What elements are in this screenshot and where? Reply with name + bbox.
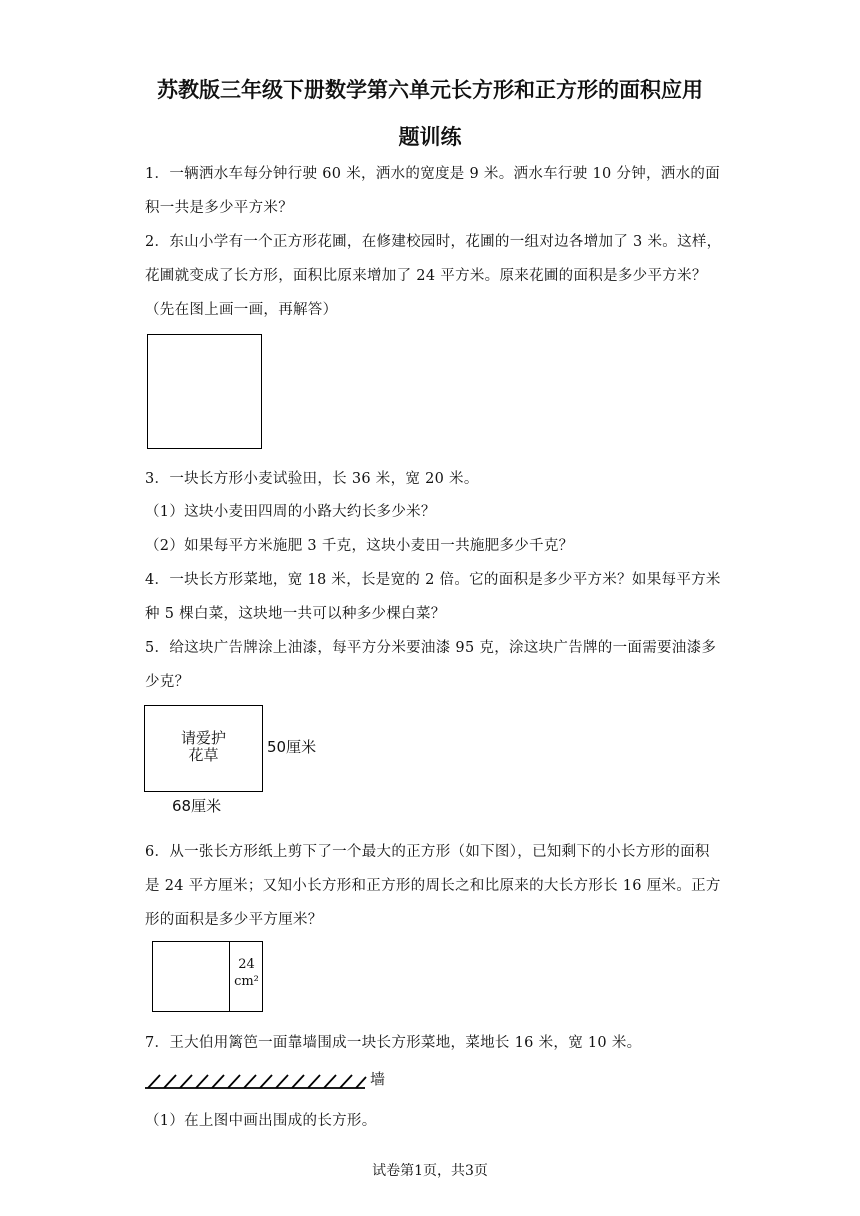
cut-divider-line	[229, 942, 230, 1011]
billboard-figure	[144, 705, 263, 792]
wall-hatch-figure	[140, 1068, 370, 1092]
q2-line2: 花圃就变成了长方形，面积比原来增加了 24 平方米。原来花圃的面积是多少平方米？	[145, 268, 707, 284]
q6-line1: 6．从一张长方形纸上剪下了一个最大的正方形（如下图），已知剩下的小长方形的面积	[145, 844, 710, 860]
q2-line3: （先在图上画一画，再解答）	[145, 302, 338, 318]
q6-line2: 是 24 平方厘米；又知小长方形和正方形的周长之和比原来的大长方形长 16 厘米。正方	[145, 878, 721, 894]
rectangle-paper-figure	[152, 941, 263, 1012]
wall-label: 墙	[370, 1070, 386, 1088]
billboard-text-line1: 请爱护	[180, 729, 226, 747]
small-rect-area-value: 24	[238, 957, 255, 972]
q3-sub2: （2）如果每平方米施肥 3 千克，这块小麦田一共施肥多少千克？	[145, 538, 574, 554]
billboard-height-label: 50厘米	[267, 738, 317, 756]
page-footer: 试卷第1页，共3页	[372, 1163, 488, 1179]
q3-sub1: （1）这块小麦田四周的小路大约长多少米？	[145, 504, 436, 520]
page-title-line1: 苏教版三年级下册数学第六单元长方形和正方形的面积应用	[157, 78, 703, 102]
q1-line2: 积一共是多少平方米？	[145, 200, 293, 216]
q1-line1: 1．一辆洒水车每分钟行驶 60 米，洒水的宽度是 9 米。洒水车行驶 10 分钟，洒水的面	[145, 166, 721, 182]
q3-line1: 3．一块长方形小麦试验田，长 36 米，宽 20 米。	[145, 471, 479, 487]
billboard-text-line2: 花草	[188, 746, 219, 764]
small-rect-area-unit: cm²	[234, 974, 259, 989]
q5-line2: 少克？	[145, 674, 190, 690]
q4-line2: 种 5 棵白菜，这块地一共可以种多少棵白菜？	[145, 606, 446, 622]
page-title-line2: 题训练	[398, 125, 462, 149]
q7-sub1: （1）在上图中画出围成的长方形。	[145, 1113, 377, 1129]
billboard-width-label: 68厘米	[172, 797, 222, 815]
q6-line3: 形的面积是多少平方厘米？	[145, 912, 323, 928]
q4-line1: 4．一块长方形菜地，宽 18 米，长是宽的 2 倍。它的面积是多少平方米？如果每平方米	[145, 572, 721, 588]
q5-line1: 5．给这块广告牌涂上油漆，每平方分米要油漆 95 克，涂这块广告牌的一面需要油漆多	[145, 640, 717, 656]
q7-line1: 7．王大伯用篱笆一面靠墙围成一块长方形菜地，菜地长 16 米，宽 10 米。	[145, 1035, 642, 1051]
q2-line1: 2．东山小学有一个正方形花圃，在修建校园时，花圃的一组对边各增加了 3 米。这样，	[145, 234, 722, 250]
square-garden-figure	[147, 334, 262, 449]
